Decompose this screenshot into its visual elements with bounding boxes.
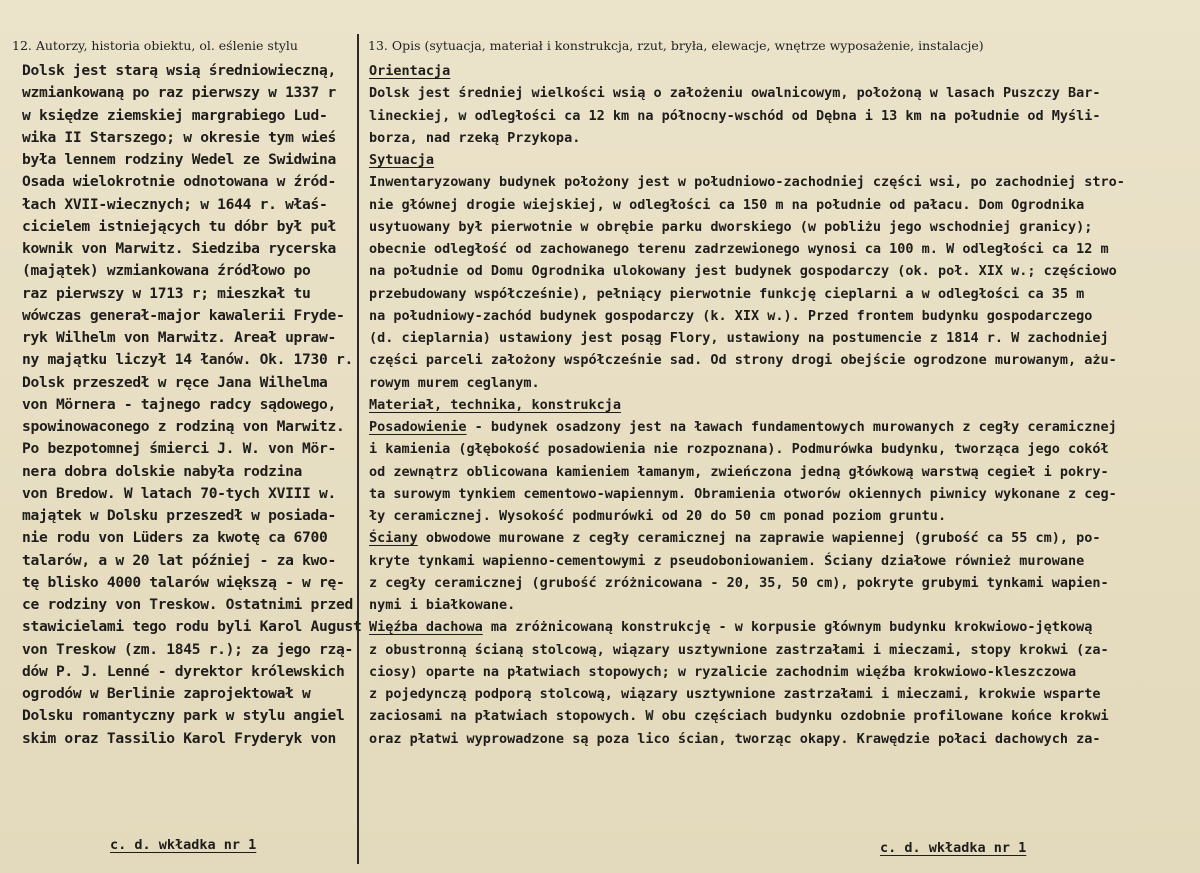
description-text-line xyxy=(369,438,1125,460)
description-text: z obustronną ścianą stolcową, wiązary usztywnione zastrzałami i mieczami, stopy krokwi (za- xyxy=(369,641,1109,658)
left-continued-note: c. d. wkładka nr 1 xyxy=(110,837,257,853)
history-text-line: raz pierwszy w 1713 r; mieszkał tu xyxy=(22,284,311,302)
description-text-line xyxy=(369,171,1125,193)
description-text-line xyxy=(369,461,1125,483)
section-heading xyxy=(369,60,1125,82)
description-text: oraz płatwi wyprowadzone są poza lico ścian, tworząc okapy. Krawędzie połaci dachowych za- xyxy=(369,730,1101,747)
history-text-line: dów P. J. Lenné - dyrektor królewskich xyxy=(22,662,345,680)
description-text: ta surowym tynkiem cementowo-wapiennym. Obramienia otworów okiennych piwnicy wykonane z ceg- xyxy=(369,485,1117,502)
description-text-line xyxy=(369,616,1125,638)
description-text-line xyxy=(369,372,1125,394)
history-text-line: Osada wielokrotnie odnotowana w źród- xyxy=(22,173,336,191)
description-text-line xyxy=(369,661,1125,683)
description-text-line xyxy=(369,416,1125,438)
description-text: części parceli założony współcześnie sad. Od strony drogi obejście ogrodzone murowanym, ażu- xyxy=(369,352,1117,369)
description-text-line xyxy=(369,216,1125,238)
description-text-line xyxy=(369,349,1125,371)
history-text-line: wika II Starszego; w okresie tym wieś xyxy=(22,128,336,146)
description-text: nie głównej drogie wiejskiej, w odległości ca 150 m na południe od pałacu. Dom Ogrodnika xyxy=(369,196,1085,213)
description-text-line xyxy=(369,639,1125,661)
description-text-line xyxy=(369,594,1125,616)
history-text-line: ogrodów w Berlinie zaprojektował w xyxy=(22,685,311,702)
history-text-line: von Mörnera - tajnego radcy sądowego, xyxy=(22,395,336,413)
history-text-line: kownik von Marwitz. Siedziba rycerska xyxy=(22,240,336,257)
description-text-line xyxy=(369,572,1125,594)
description-text: (d. cieplarnia) ustawiony jest posąg Flory, ustawiony na postumencie z 1814 r. W zachodniej xyxy=(369,330,1109,346)
description-text-line xyxy=(369,728,1125,750)
history-text-line: wówczas generał-major kawalerii Fryde- xyxy=(22,306,345,324)
description-text: ły ceramicznej. Wysokość podmurówki od 20 do 50 cm ponad poziom gruntu. xyxy=(369,508,947,524)
history-text-line: nie rodu von Lüders za kwotę ca 6700 xyxy=(22,529,328,547)
description-text-line xyxy=(369,505,1125,527)
section-heading-label: Posadowienie xyxy=(369,419,467,435)
left-column-header: 12. Autorzy, historia obiektu, ol. eślenie stylu xyxy=(12,38,298,53)
history-text-line: cicielem istniejących tu dóbr był puł xyxy=(22,217,336,235)
description-text: obwodowe murowane z cegły ceramicznej na zaprawie wapiennej (grubość ca 55 cm), po- xyxy=(417,530,1101,547)
description-text: ma zróżnicowaną konstrukcję - w korpusie głównym budynku krokwiowo-jętkową xyxy=(482,619,1093,636)
history-text-line: von Bredow. W latach 70-tych XVIII w. xyxy=(22,484,336,502)
history-text-line: spowinowaconego z rodziną von Marwitz. xyxy=(22,418,345,435)
description-text: usytuowany był pierwotnie w obrębie parku dworskiego (w pobliżu jego wschodniej granicy); xyxy=(369,218,1093,235)
history-text-line: ce rodziny von Treskow. Ostatnimi przed xyxy=(22,596,353,613)
section-heading-label: Materiał, technika, konstrukcja xyxy=(369,396,621,413)
description-text-line xyxy=(369,327,1125,349)
description-text: i kamienia (głębokość posadowienia nie rozpoznana). Podmurówka budynku, tworząca jego cokół xyxy=(369,441,1109,458)
section-heading-label: Sytuacja xyxy=(369,152,435,168)
description-text-line xyxy=(369,260,1125,282)
history-text-line: Dolsku romantyczny park w stylu angiel xyxy=(22,707,345,725)
description-text-line xyxy=(369,127,1125,149)
section-heading-label: Więźba dachowa xyxy=(369,619,483,636)
description-text: obecnie odległość od zachowanego terenu zadrzewionego wynosi ca 100 m. W odległości ca 12 m xyxy=(369,241,1109,257)
section-heading xyxy=(369,149,1125,171)
description-text: z pojedynczą podporą stolcową, wiązary usztywnione zastrzałami i mieczami, krokwie wsparte xyxy=(369,686,1101,702)
description-text: - budynek osadzony jest na ławach fundamentowych murowanych z cegły ceramicznej xyxy=(466,419,1117,435)
history-text-line: ny majątku liczył 14 łanów. Ok. 1730 r. xyxy=(22,351,353,369)
history-text-line: majątek w Dolsku przeszedł w posiada- xyxy=(22,507,336,524)
section-heading-label: Ściany xyxy=(369,530,418,547)
history-text-line: w księdze ziemskiej margrabiego Lud- xyxy=(22,106,328,124)
description-text-line xyxy=(369,82,1125,104)
description-text: borza, nad rzeką Przykopa. xyxy=(369,129,581,146)
history-text-line: (majątek) wzmiankowana źródłowo po xyxy=(22,262,311,280)
description-text-line xyxy=(369,550,1125,572)
history-text-line: łach XVII-wiecznych; w 1644 r. właś- xyxy=(22,195,328,213)
description-text: na południowy-zachód budynek gospodarczy (k. XIX w.). Przed frontem budynku gospodarczego xyxy=(369,307,1093,324)
description-text: rowym murem ceglanym. xyxy=(369,374,540,391)
history-text-line: skim oraz Tassilio Karol Fryderyk von xyxy=(22,729,336,747)
history-text-line: von Treskow (zm. 1845 r.); za jego rzą- xyxy=(22,640,353,658)
description-text-line xyxy=(369,483,1125,505)
history-text-line: stawicielami tego rodu byli Karol August xyxy=(22,618,362,636)
history-text-line: tę blisko 4000 talarów większą - w rę- xyxy=(22,573,345,591)
description-text-line xyxy=(369,283,1125,305)
history-text-line: Dolsk jest starą wsią średniowieczną, xyxy=(22,62,336,79)
description-text-column xyxy=(369,60,1125,750)
right-column-header: 13. Opis (sytuacja, materiał i konstrukcja, rzut, bryła, elewacje, wnętrze wyposażenie, instalacje) xyxy=(368,38,984,53)
description-text-line xyxy=(369,238,1125,260)
description-text: zaciosami na płatwiach stopowych. W obu częściach budynku ozdobnie profilowane końce krokwi xyxy=(369,708,1109,725)
section-heading xyxy=(369,394,1125,416)
description-text: przebudowany współcześnie), pełniący pierwotnie funkcję cieplarni a w odległości ca 35 m xyxy=(369,285,1085,302)
right-continued-note: c. d. wkładka nr 1 xyxy=(880,840,1027,856)
history-text-line: nera dobra dolskie nabyła rodzina xyxy=(22,462,303,480)
description-text: lineckiej, w odległości ca 12 km na północny-wschód od Dębna i 13 km na południe od Myśli- xyxy=(369,107,1101,124)
description-text: z cegły ceramicznej (grubość zróżnicowana - 20, 35, 50 cm), pokryte grubymi tynkami wapien- xyxy=(369,574,1109,591)
description-text-line xyxy=(369,105,1125,127)
description-text: kryte tynkami wapienno-cementowymi z pseudoboniowaniem. Ściany działowe również murowane xyxy=(369,552,1085,569)
description-text: od zewnątrz oblicowana kamieniem łamanym, zwieńczona jedną główkową warstwą cegieł i pokry- xyxy=(369,463,1109,480)
history-text-line: ryk Wilhelm von Marwitz. Areał upraw- xyxy=(22,329,336,346)
description-text-line xyxy=(369,683,1125,705)
description-text: ciosy) oparte na płatwiach stopowych; w ryzalicie zachodnim więźba krokwiowo-kleszczowa xyxy=(369,663,1077,680)
section-heading-label: Orientacja xyxy=(369,63,451,79)
history-text-line: talarów, a w 20 lat później - za kwo- xyxy=(22,551,336,569)
description-text-line xyxy=(369,305,1125,327)
description-text: nymi i białkowane. xyxy=(369,597,516,613)
history-text-line: Po bezpotomnej śmierci J. W. von Mör- xyxy=(22,440,336,458)
history-text-column xyxy=(22,60,361,750)
description-text: na południe od Domu Ogrodnika ulokowany jest budynek gospodarczy (ok. poł. XIX w.; częściowo xyxy=(369,263,1117,280)
description-text-line xyxy=(369,527,1125,549)
description-text: Dolsk jest średniej wielkości wsią o założeniu owalnicowym, położoną w lasach Puszczy Bar- xyxy=(369,85,1101,102)
description-text-line xyxy=(369,705,1125,727)
description-text: Inwentaryzowany budynek położony jest w południowo-zachodniej części wsi, po zachodniej stro- xyxy=(369,174,1125,191)
history-text-line: Dolsk przeszedł w ręce Jana Wilhelma xyxy=(22,373,328,391)
history-text-line: była lennem rodziny Wedel ze Swidwina xyxy=(22,151,336,168)
history-text-line: wzmiankowaną po raz pierwszy w 1337 r xyxy=(22,84,336,102)
description-text-line xyxy=(369,194,1125,216)
